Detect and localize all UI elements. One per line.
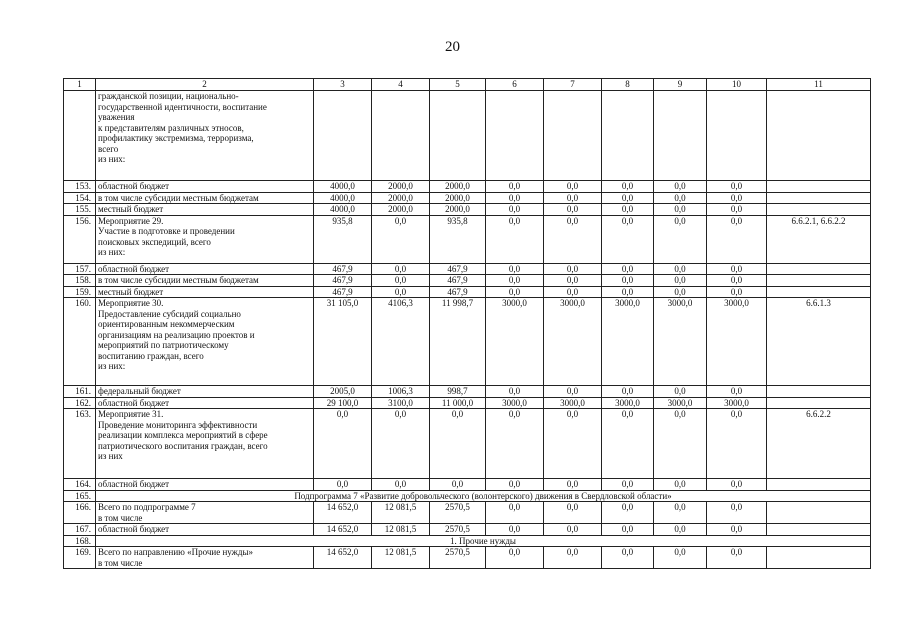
header-cell: 9 xyxy=(654,79,707,91)
section-row xyxy=(64,490,871,502)
value-cell xyxy=(486,91,544,181)
value-cell: 467,9 xyxy=(314,286,372,298)
row-number: 156. xyxy=(64,215,96,263)
value-cell: 3000,0 xyxy=(486,397,544,409)
value-cell: 0,0 xyxy=(544,409,602,479)
value-cell: 14 652,0 xyxy=(314,502,372,524)
row-number: 161. xyxy=(64,386,96,398)
indicator-code: 6.6.2.2 xyxy=(767,409,871,479)
indicator-code xyxy=(767,386,871,398)
value-cell: 0,0 xyxy=(544,181,602,193)
row-number: 153. xyxy=(64,181,96,193)
value-cell: 2000,0 xyxy=(372,181,430,193)
value-cell: 998,7 xyxy=(430,386,486,398)
value-cell: 0,0 xyxy=(707,524,767,536)
indicator-code xyxy=(767,192,871,204)
value-cell: 11 998,7 xyxy=(430,298,486,386)
value-cell: 2000,0 xyxy=(430,181,486,193)
indicator-code: 6.6.1.3 xyxy=(767,298,871,386)
row-name: областной бюджет xyxy=(96,263,314,275)
value-cell xyxy=(602,91,654,181)
value-cell xyxy=(430,91,486,181)
table-row xyxy=(64,91,871,181)
value-cell: 0,0 xyxy=(602,386,654,398)
header-cell: 7 xyxy=(544,79,602,91)
header-cell: 1 xyxy=(64,79,96,91)
row-name: в том числе субсидии местным бюджетам xyxy=(96,275,314,287)
row-name: Мероприятие 29. Участие в подготовке и проведении поисковых экспедиций, всего из них: xyxy=(96,215,314,263)
value-cell: 0,0 xyxy=(486,204,544,216)
row-number: 163. xyxy=(64,409,96,479)
value-cell: 467,9 xyxy=(314,275,372,287)
indicator-code: 6.6.2.1, 6.6.2.2 xyxy=(767,215,871,263)
table-row xyxy=(64,181,871,193)
row-number: 167. xyxy=(64,524,96,536)
value-cell: 3000,0 xyxy=(654,298,707,386)
row-name: Всего по подпрограмме 7 в том числе xyxy=(96,502,314,524)
indicator-code xyxy=(767,275,871,287)
value-cell: 0,0 xyxy=(372,409,430,479)
section-row xyxy=(64,535,871,547)
value-cell: 2005,0 xyxy=(314,386,372,398)
value-cell: 0,0 xyxy=(544,204,602,216)
header-cell: 6 xyxy=(486,79,544,91)
value-cell: 12 081,5 xyxy=(372,524,430,536)
value-cell: 14 652,0 xyxy=(314,547,372,569)
row-number: 168. xyxy=(64,535,96,547)
row-name: областной бюджет xyxy=(96,397,314,409)
row-number: 157. xyxy=(64,263,96,275)
value-cell: 0,0 xyxy=(654,502,707,524)
value-cell: 0,0 xyxy=(707,181,767,193)
value-cell: 0,0 xyxy=(486,547,544,569)
value-cell: 467,9 xyxy=(430,275,486,287)
value-cell: 0,0 xyxy=(654,386,707,398)
value-cell: 467,9 xyxy=(314,263,372,275)
row-number: 160. xyxy=(64,298,96,386)
table-row xyxy=(64,386,871,398)
table-row xyxy=(64,215,871,263)
value-cell: 0,0 xyxy=(707,479,767,491)
value-cell: 0,0 xyxy=(654,192,707,204)
value-cell: 0,0 xyxy=(372,215,430,263)
value-cell: 0,0 xyxy=(654,181,707,193)
value-cell: 4000,0 xyxy=(314,204,372,216)
header-cell: 3 xyxy=(314,79,372,91)
value-cell: 0,0 xyxy=(602,275,654,287)
row-name: областной бюджет xyxy=(96,524,314,536)
value-cell: 4000,0 xyxy=(314,181,372,193)
value-cell: 0,0 xyxy=(486,386,544,398)
page-number: 20 xyxy=(445,39,460,55)
value-cell: 0,0 xyxy=(372,263,430,275)
value-cell: 2000,0 xyxy=(430,204,486,216)
value-cell: 0,0 xyxy=(707,204,767,216)
value-cell: 0,0 xyxy=(314,409,372,479)
row-name: в том числе субсидии местным бюджетам xyxy=(96,192,314,204)
value-cell: 0,0 xyxy=(372,275,430,287)
header-row xyxy=(64,79,871,91)
indicator-code xyxy=(767,524,871,536)
value-cell: 0,0 xyxy=(707,215,767,263)
header-cell: 11 xyxy=(767,79,871,91)
value-cell: 0,0 xyxy=(544,547,602,569)
value-cell: 2570,5 xyxy=(430,524,486,536)
value-cell: 0,0 xyxy=(602,192,654,204)
value-cell: 0,0 xyxy=(707,409,767,479)
value-cell: 0,0 xyxy=(654,409,707,479)
indicator-code xyxy=(767,502,871,524)
value-cell: 4106,3 xyxy=(372,298,430,386)
value-cell: 0,0 xyxy=(486,181,544,193)
table-body xyxy=(64,79,871,569)
row-number: 155. xyxy=(64,204,96,216)
row-name: Мероприятие 30. Предоставление субсидий социально ориентированным некоммерческим организациям на реализацию проектов и мероприятий по патриотическому воспитанию граждан, всего из них: xyxy=(96,298,314,386)
row-number: 164. xyxy=(64,479,96,491)
row-number: 166. xyxy=(64,502,96,524)
value-cell: 0,0 xyxy=(602,204,654,216)
header-cell: 4 xyxy=(372,79,430,91)
row-name: областной бюджет xyxy=(96,479,314,491)
value-cell: 0,0 xyxy=(544,192,602,204)
row-name: областной бюджет xyxy=(96,181,314,193)
value-cell: 0,0 xyxy=(602,502,654,524)
value-cell: 0,0 xyxy=(486,524,544,536)
value-cell: 0,0 xyxy=(486,479,544,491)
value-cell: 0,0 xyxy=(602,409,654,479)
value-cell: 0,0 xyxy=(372,286,430,298)
value-cell: 0,0 xyxy=(654,215,707,263)
table-row xyxy=(64,409,871,479)
value-cell: 11 000,0 xyxy=(430,397,486,409)
row-number: 158. xyxy=(64,275,96,287)
value-cell: 0,0 xyxy=(654,286,707,298)
value-cell: 935,8 xyxy=(314,215,372,263)
value-cell: 0,0 xyxy=(544,286,602,298)
value-cell: 0,0 xyxy=(486,286,544,298)
row-name: Всего по направлению «Прочие нужды» в том числе xyxy=(96,547,314,569)
row-name: местный бюджет xyxy=(96,286,314,298)
value-cell: 0,0 xyxy=(486,263,544,275)
row-name: Мероприятие 31. Проведение мониторинга эффективности реализации комплекса мероприятий в сфере патриотического воспитания граждан, всего из них xyxy=(96,409,314,479)
value-cell: 3000,0 xyxy=(602,397,654,409)
value-cell: 0,0 xyxy=(602,181,654,193)
table-row xyxy=(64,502,871,524)
table-row xyxy=(64,275,871,287)
value-cell: 0,0 xyxy=(602,547,654,569)
value-cell xyxy=(654,91,707,181)
table-row xyxy=(64,547,871,569)
value-cell xyxy=(314,91,372,181)
value-cell: 3100,0 xyxy=(372,397,430,409)
value-cell: 2000,0 xyxy=(372,192,430,204)
value-cell: 0,0 xyxy=(544,275,602,287)
value-cell: 0,0 xyxy=(544,479,602,491)
header-cell: 2 xyxy=(96,79,314,91)
value-cell: 29 100,0 xyxy=(314,397,372,409)
value-cell: 0,0 xyxy=(707,502,767,524)
value-cell: 0,0 xyxy=(602,286,654,298)
value-cell: 3000,0 xyxy=(544,298,602,386)
row-number: 159. xyxy=(64,286,96,298)
table-row xyxy=(64,204,871,216)
indicator-code xyxy=(767,547,871,569)
value-cell: 0,0 xyxy=(654,524,707,536)
value-cell: 3000,0 xyxy=(707,397,767,409)
header-cell: 5 xyxy=(430,79,486,91)
table-row xyxy=(64,298,871,386)
value-cell: 12 081,5 xyxy=(372,502,430,524)
value-cell: 2570,5 xyxy=(430,502,486,524)
value-cell: 0,0 xyxy=(314,479,372,491)
table-row xyxy=(64,524,871,536)
indicator-code xyxy=(767,181,871,193)
indicator-code xyxy=(767,204,871,216)
value-cell: 0,0 xyxy=(602,524,654,536)
value-cell: 0,0 xyxy=(602,263,654,275)
value-cell xyxy=(707,91,767,181)
indicator-code xyxy=(767,479,871,491)
section-title: 1. Прочие нужды xyxy=(96,535,871,547)
value-cell: 12 081,5 xyxy=(372,547,430,569)
value-cell: 467,9 xyxy=(430,263,486,275)
value-cell: 2570,5 xyxy=(430,547,486,569)
value-cell: 0,0 xyxy=(372,479,430,491)
value-cell: 0,0 xyxy=(654,547,707,569)
value-cell: 0,0 xyxy=(602,479,654,491)
value-cell: 3000,0 xyxy=(602,298,654,386)
value-cell: 0,0 xyxy=(544,215,602,263)
indicator-code xyxy=(767,397,871,409)
value-cell: 0,0 xyxy=(654,263,707,275)
row-name: федеральный бюджет xyxy=(96,386,314,398)
indicator-code xyxy=(767,286,871,298)
table-row xyxy=(64,192,871,204)
value-cell: 0,0 xyxy=(544,386,602,398)
value-cell xyxy=(372,91,430,181)
value-cell: 0,0 xyxy=(707,547,767,569)
indicator-code xyxy=(767,263,871,275)
value-cell: 4000,0 xyxy=(314,192,372,204)
value-cell: 0,0 xyxy=(486,502,544,524)
value-cell: 0,0 xyxy=(654,204,707,216)
value-cell: 0,0 xyxy=(654,479,707,491)
value-cell: 1006,3 xyxy=(372,386,430,398)
header-cell: 8 xyxy=(602,79,654,91)
value-cell: 0,0 xyxy=(707,275,767,287)
row-number: 162. xyxy=(64,397,96,409)
value-cell: 0,0 xyxy=(707,286,767,298)
value-cell: 935,8 xyxy=(430,215,486,263)
value-cell xyxy=(544,91,602,181)
table-row xyxy=(64,479,871,491)
value-cell: 0,0 xyxy=(544,502,602,524)
value-cell: 3000,0 xyxy=(544,397,602,409)
table-row xyxy=(64,397,871,409)
row-number xyxy=(64,91,96,181)
value-cell: 0,0 xyxy=(486,192,544,204)
row-number: 154. xyxy=(64,192,96,204)
value-cell: 2000,0 xyxy=(430,192,486,204)
value-cell: 0,0 xyxy=(486,409,544,479)
budget-table xyxy=(63,78,871,569)
value-cell: 0,0 xyxy=(707,386,767,398)
value-cell: 3000,0 xyxy=(707,298,767,386)
indicator-code xyxy=(767,91,871,181)
row-number: 169. xyxy=(64,547,96,569)
value-cell: 0,0 xyxy=(544,524,602,536)
row-number: 165. xyxy=(64,490,96,502)
value-cell: 0,0 xyxy=(486,215,544,263)
value-cell: 31 105,0 xyxy=(314,298,372,386)
value-cell: 0,0 xyxy=(654,275,707,287)
value-cell: 467,9 xyxy=(430,286,486,298)
table-row xyxy=(64,263,871,275)
section-title: Подпрограмма 7 «Развитие добровольческого (волонтерского) движения в Свердловской области» xyxy=(96,490,871,502)
table-row xyxy=(64,286,871,298)
value-cell: 2000,0 xyxy=(372,204,430,216)
value-cell: 3000,0 xyxy=(486,298,544,386)
row-name: гражданской позиции, национально- государственной идентичности, воспитание уважения к представителям различных этносов, профилактику экстремизма, терроризма, всего из них: xyxy=(96,91,314,181)
value-cell: 14 652,0 xyxy=(314,524,372,536)
header-cell: 10 xyxy=(707,79,767,91)
value-cell: 0,0 xyxy=(707,192,767,204)
value-cell: 0,0 xyxy=(602,215,654,263)
value-cell: 0,0 xyxy=(430,409,486,479)
row-name: местный бюджет xyxy=(96,204,314,216)
value-cell: 0,0 xyxy=(707,263,767,275)
value-cell: 0,0 xyxy=(486,275,544,287)
value-cell: 0,0 xyxy=(544,263,602,275)
value-cell: 3000,0 xyxy=(654,397,707,409)
value-cell: 0,0 xyxy=(430,479,486,491)
